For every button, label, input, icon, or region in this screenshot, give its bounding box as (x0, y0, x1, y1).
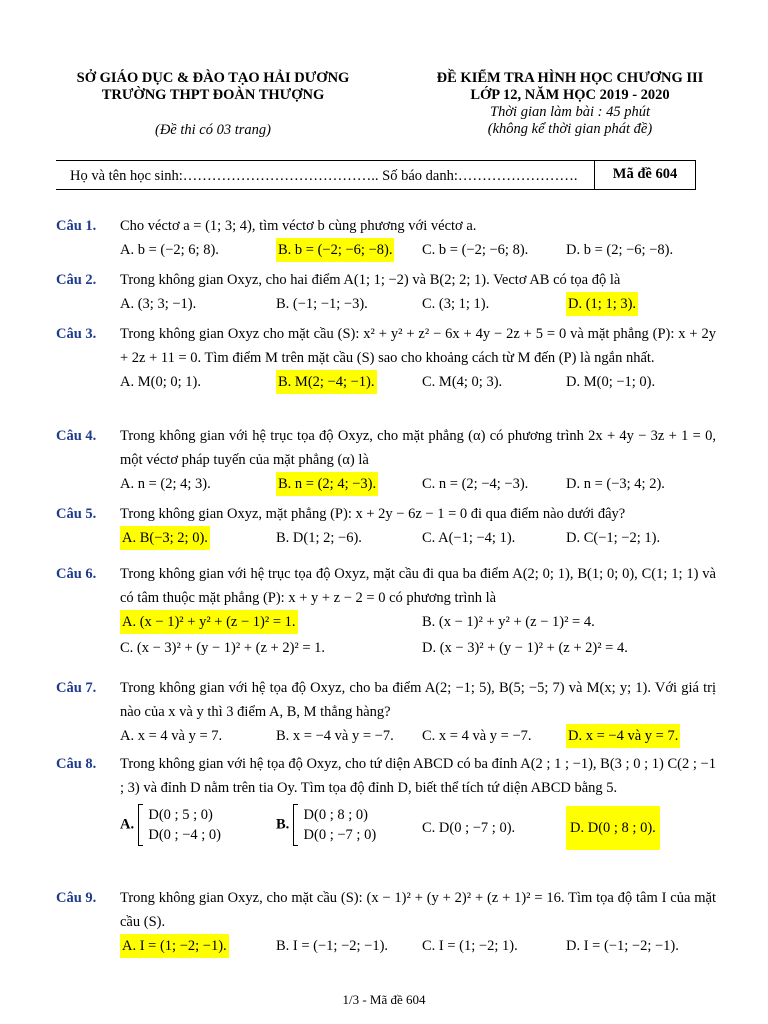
question-label: Câu 4. (56, 428, 97, 444)
pages-note: (Đề thi có 03 trang) (155, 122, 271, 138)
question-text: Trong không gian với hệ tọa độ Oxyz, cho ba điểm A(2; −1; 5), B(5; −5; 7) và M(x; y; 1). Với giá trị nào của x và y thì 3 điểm A, B, M thẳng hàng? (120, 680, 716, 720)
option-d: D. M(0; −1; 0). (566, 374, 656, 390)
student-info-text: Họ và tên học sinh:………………………………….. Số báo danh:……………………. (70, 168, 578, 184)
option-c: C. (x − 3)² + (y − 1)² + (z + 2)² = 1. (120, 640, 326, 656)
options (120, 472, 716, 496)
options (120, 724, 716, 748)
option-b: B. (x − 1)² + y² + (z − 1)² = 4. (422, 614, 595, 630)
option-c: C. I = (1; −2; 1). (422, 938, 518, 954)
option-d: D. b = (2; −6; −8). (566, 242, 674, 258)
question-label: Câu 5. (56, 506, 97, 522)
option-a: A. B(−3; 2; 0). (120, 526, 210, 550)
exam-time-note: (không kể thời gian phát đề) (487, 121, 653, 137)
option-b: B. b = (−2; −6; −8). (276, 238, 394, 262)
option-b-values (304, 805, 377, 845)
question-5 (56, 502, 716, 550)
question-label: Câu 9. (56, 890, 97, 906)
option-a (120, 804, 221, 846)
options (120, 934, 716, 958)
student-info-row (56, 160, 696, 190)
option-b: B. M(2; −4; −1). (276, 370, 377, 394)
question-label: Câu 2. (56, 272, 97, 288)
question-1 (56, 214, 716, 262)
option-d: D. C(−1; −2; 1). (566, 530, 661, 546)
header-left (48, 70, 378, 139)
question-9 (56, 886, 716, 958)
option-d: D. (x − 3)² + (y − 1)² + (z + 2)² = 4. (422, 640, 628, 656)
option-c: C. (3; 1; 1). (422, 296, 490, 312)
question-text: Trong không gian Oxyz cho mặt cầu (S): x² + y² + z² − 6x + 4y − 2z + 5 = 0 và mặt phẳng (P): x + 2y + 2z + 11 = 0. Tìm điểm M trên mặt cầu (S) sao cho khoảng cách từ M đến (P) là ngắn nhất. (120, 326, 716, 366)
question-label: Câu 3. (56, 326, 97, 342)
options (120, 526, 716, 550)
page-footer: 1/3 - Mã đề 604 (342, 992, 426, 1007)
question-8 (56, 752, 716, 854)
option-a: A. n = (2; 4; 3). (120, 476, 211, 492)
option-b-letter: B. (276, 816, 290, 833)
option-d: D. (1; 1; 3). (566, 292, 638, 316)
option-c: C. M(4; 0; 3). (422, 374, 503, 390)
option-b: B. D(1; 2; −6). (276, 530, 362, 546)
option-b: B. (−1; −1; −3). (276, 296, 368, 312)
option-c: C. x = 4 và y = −7. (422, 728, 532, 744)
options-row-1 (120, 610, 716, 636)
option-d: D. x = −4 và y = 7. (566, 724, 680, 748)
option-a-value-1: D(0 ; 5 ; 0) (148, 807, 213, 823)
option-d: D. D(0 ; 8 ; 0). (566, 806, 660, 850)
question-text: Trong không gian Oxyz, cho hai điểm A(1; 1; −2) và B(2; 2; 1). Vectơ AB có tọa độ là (120, 272, 621, 288)
grade-year: LỚP 12, NĂM HỌC 2019 - 2020 (470, 87, 670, 103)
bracket-symbol (138, 804, 143, 846)
options (120, 292, 716, 316)
options (120, 370, 716, 394)
question-7 (56, 676, 716, 748)
exam-title: ĐỀ KIỂM TRA HÌNH HỌC CHƯƠNG III (436, 70, 704, 86)
department-name: SỞ GIÁO DỤC & ĐÀO TẠO HẢI DƯƠNG (76, 70, 350, 86)
option-c: C. A(−1; −4; 1). (422, 530, 516, 546)
option-c: C. D(0 ; −7 ; 0). (422, 820, 516, 836)
option-b-value-2: D(0 ; −7 ; 0) (303, 827, 377, 843)
question-3 (56, 322, 716, 394)
option-a: A. I = (1; −2; −1). (120, 934, 229, 958)
option-d: D. n = (−3; 4; 2). (566, 476, 665, 492)
question-text: Trong không gian Oxyz, cho mặt cầu (S): (x − 1)² + (y + 2)² + (z + 1)² = 16. Tìm tọa độ tâm I của mặt cầu (S). (120, 890, 716, 930)
option-a-letter: A. (120, 816, 135, 833)
option-c: C. b = (−2; −6; 8). (422, 242, 529, 258)
option-c: C. n = (2; −4; −3). (422, 476, 529, 492)
question-4 (56, 424, 716, 496)
exam-time: Thời gian làm bài : 45 phút (490, 104, 650, 120)
bracket-symbol (293, 804, 298, 846)
question-text: Trong không gian với hệ tọa độ Oxyz, cho tứ diện ABCD có ba đỉnh A(2 ; 1 ; −1), B(3 ; 0 ; 1) C(2 ; −1 ; 3) và đỉnh D nằm trên tia Oy. Tìm tọa độ đỉnh D, biết thể tích tứ diện ABCD bằng 5. (120, 756, 716, 796)
option-b-value-1: D(0 ; 8 ; 0) (303, 807, 368, 823)
exam-code-box: Mã đề 604 (594, 160, 696, 189)
header-right (400, 70, 740, 138)
option-a-value-2: D(0 ; −4 ; 0) (148, 827, 221, 843)
option-a: A. (3; 3; −1). (120, 296, 197, 312)
option-a: A. (x − 1)² + y² + (z − 1)² = 1. (120, 610, 298, 634)
question-label: Câu 6. (56, 566, 97, 582)
option-d: D. I = (−1; −2; −1). (566, 938, 679, 954)
options (120, 238, 716, 262)
question-label: Câu 1. (56, 218, 97, 234)
question-6 (56, 562, 716, 662)
option-a: A. x = 4 và y = 7. (120, 728, 223, 744)
question-text: Trong không gian Oxyz, mặt phẳng (P): x + 2y − 6z − 1 = 0 đi qua điểm nào dưới đây? (120, 506, 626, 522)
question-label: Câu 8. (56, 756, 97, 772)
question-text: Trong không gian với hệ trục tọa độ Oxyz, cho mặt phẳng (α) có phương trình 2x + 4y − 3z + 1 = 0, một véctơ pháp tuyến của mặt phẳng (α) là (120, 428, 716, 468)
question-text: Trong không gian với hệ trục tọa độ Oxyz, mặt cầu đi qua ba điểm A(2; 0; 1), B(1; 0; 0), C(1; 1; 1) và có tâm thuộc mặt phẳng (P): x + y + z − 2 = 0 có phương trình là (120, 566, 716, 606)
option-b: B. n = (2; 4; −3). (276, 472, 378, 496)
options-row-2 (120, 636, 716, 662)
options (120, 800, 716, 854)
option-a-values (148, 805, 221, 845)
option-b: B. x = −4 và y = −7. (276, 728, 394, 744)
school-name: TRƯỜNG THPT ĐOÀN THƯỢNG (101, 87, 325, 103)
option-b: B. I = (−1; −2; −1). (276, 938, 389, 954)
question-text: Cho véctơ a = (1; 3; 4), tìm véctơ b cùng phương với véctơ a. (120, 218, 477, 234)
option-a: A. b = (−2; 6; 8). (120, 242, 219, 258)
question-label: Câu 7. (56, 680, 97, 696)
question-2 (56, 268, 716, 316)
option-b (276, 804, 376, 846)
option-a: A. M(0; 0; 1). (120, 374, 201, 390)
